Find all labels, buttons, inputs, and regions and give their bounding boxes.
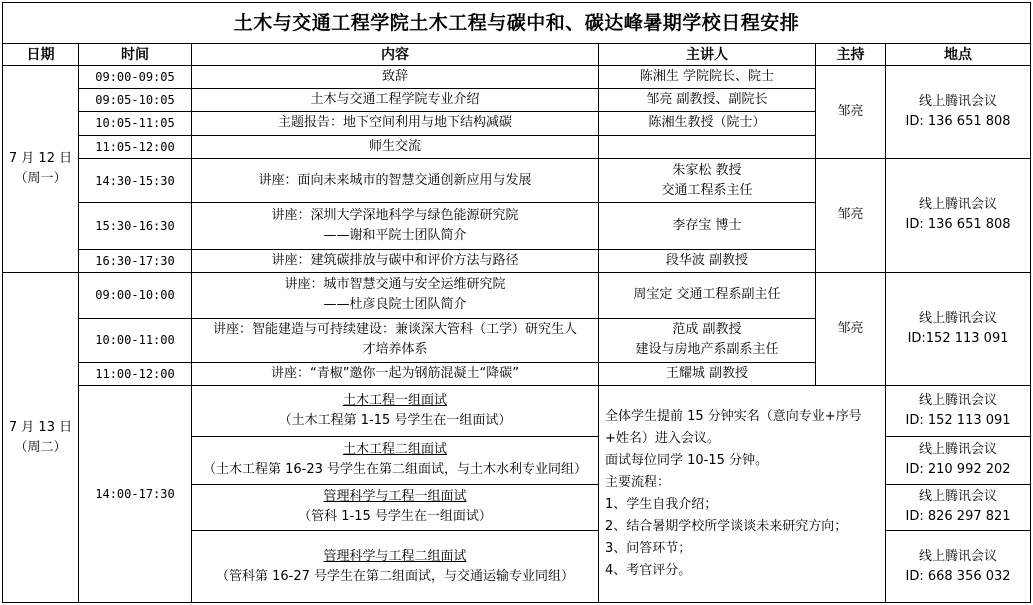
flow-line: 4、考官评分。 [605,563,692,579]
content-cell [192,203,599,250]
venue-cell [886,65,1031,158]
content-cell: 讲座：建筑碳排放与碳中和评价方法与路径 [192,249,599,272]
time-cell: 14:30-15:30 [79,158,192,203]
header-content: 内容 [192,44,599,65]
speaker-cell: 王耀城 副教授 [599,363,816,386]
speaker-cell: 陈湘生教授（院士） [599,112,816,135]
page-title: 土木与交通工程学院土木工程与碳中和、碳达峰暑期学校日程安排 [3,3,1031,44]
speaker-cell [599,318,816,363]
interview-flow-cell [599,386,886,603]
interview-note: （管科第 16-27 号学生在第二组面试，与交通运输专业同组） [215,568,575,584]
meeting-id: ID:152 113 091 [907,331,1009,347]
content-cell: 致辞 [192,65,599,88]
time-cell: 11:00-12:00 [79,363,192,386]
speaker-name: 朱家松 教授 [672,162,742,178]
interview-group: 管理科学与工程一组面试 [323,489,467,505]
speaker-title: 交通工程系主任 [661,182,753,198]
speaker-cell: 周宝定 交通工程系副主任 [599,273,816,319]
date-cell-day1 [3,65,79,272]
flow-line: 面试每位同学 10-15 分钟。 [605,453,769,469]
flow-line: 2、结合暑期学校所学谈谈未来研究方向； [605,519,848,535]
content-cell [192,318,599,363]
venue-name: 线上腾讯会议 [919,489,998,505]
venue-cell [886,531,1031,603]
time-cell: 09:00-10:00 [79,273,192,319]
host-cell: 邹亮 [816,65,886,158]
speaker-cell: 李存宝 博士 [599,203,816,250]
host-cell: 邹亮 [816,273,886,386]
table-row [3,158,1031,203]
content-line: 讲座：智能建造与可持续建设：兼谈深大管科（工学）研究生人 [212,322,577,338]
content-line: 讲座：城市智慧交通与安全运维研究院 [284,277,506,293]
venue-name: 线上腾讯会议 [919,197,998,213]
venue-cell [886,386,1031,437]
content-cell: 土木与交通工程学院专业介绍 [192,88,599,111]
interview-group: 土木工程一组面试 [342,393,447,409]
speaker-cell: 邹亮 副教授、副院长 [599,88,816,111]
header-host: 主持 [816,44,886,65]
flow-line: 全体学生提前 15 分钟实名（意向专业+序号+姓名）进入会议。 [605,409,862,447]
content-line: ——谢和平院士团队简介 [323,228,467,244]
speaker-cell: 陈湘生 学院院长、院士 [599,65,816,88]
interview-group: 管理科学与工程二组面试 [323,548,467,564]
interview-note: （土木工程第 16-23 号学生在第二组面试，与土木水利专业同组） [202,462,588,478]
time-cell: 10:05-11:05 [79,112,192,135]
meeting-id: ID: 136 651 808 [905,217,1011,233]
meeting-id: ID: 136 651 808 [905,113,1011,129]
header-time: 时间 [79,44,192,65]
meeting-id: ID: 210 992 202 [905,462,1011,478]
content-line: 才培养体系 [362,342,428,358]
venue-name: 线上腾讯会议 [919,393,998,409]
time-cell: 10:00-11:00 [79,318,192,363]
table-row [3,386,1031,437]
venue-cell [886,158,1031,272]
speaker-cell: 段华波 副教授 [599,249,816,272]
content-cell [192,273,599,319]
venue-name: 线上腾讯会议 [919,311,998,327]
weekday-label: （周二） [14,439,67,455]
speaker-cell [599,158,816,203]
weekday-label: （周一） [14,170,67,186]
meeting-id: ID: 152 113 091 [905,413,1011,429]
date-label: 7 月 13 日 [8,419,73,435]
interview-cell [192,484,599,531]
header-venue: 地点 [886,44,1031,65]
venue-name: 线上腾讯会议 [919,442,998,458]
content-cell: 主题报告：地下空间利用与地下结构减碳 [192,112,599,135]
interview-cell [192,386,599,437]
speaker-cell [599,135,816,158]
time-cell: 09:00-09:05 [79,65,192,88]
interview-note: （管科 1-15 号学生在一组面试） [298,509,492,525]
time-cell: 15:30-16:30 [79,203,192,250]
venue-name: 线上腾讯会议 [919,548,998,564]
host-cell: 邹亮 [816,158,886,272]
venue-cell [886,273,1031,386]
interview-group: 土木工程二组面试 [342,442,447,458]
flow-line: 1、学生自我介绍； [605,497,718,513]
speaker-name: 范成 副教授 [672,322,742,338]
content-line: ——杜彦良院士团队简介 [323,297,467,313]
meeting-id: ID: 826 297 821 [905,509,1011,525]
header-speaker: 主讲人 [599,44,816,65]
venue-cell [886,484,1031,531]
venue-name: 线上腾讯会议 [919,93,998,109]
speaker-title: 建设与房地产系副系主任 [635,342,779,358]
interview-note: （土木工程第 1-15 号学生在一组面试） [278,413,512,429]
time-cell: 16:30-17:30 [79,249,192,272]
time-cell: 09:05-10:05 [79,88,192,111]
content-cell: 讲座：面向未来城市的智慧交通创新应用与发展 [192,158,599,203]
venue-cell [886,436,1031,484]
date-label: 7 月 12 日 [8,150,73,166]
content-cell: 师生交流 [192,135,599,158]
table-row [3,65,1031,88]
flow-line: 主要流程： [605,475,671,491]
content-cell: 讲座：“青椒”邀你一起为钢筋混凝土“降碳” [192,363,599,386]
date-cell-day2 [3,273,79,603]
interview-cell [192,531,599,603]
schedule-table [2,2,1031,603]
interview-cell [192,436,599,484]
content-line: 讲座：深圳大学深地科学与绿色能源研究院 [271,208,519,224]
table-row [3,273,1031,319]
time-cell: 11:05-12:00 [79,135,192,158]
time-cell: 14:00-17:30 [79,386,192,603]
header-date: 日期 [3,44,79,65]
meeting-id: ID: 668 356 032 [905,568,1011,584]
flow-line: 3、问答环节； [605,541,692,557]
